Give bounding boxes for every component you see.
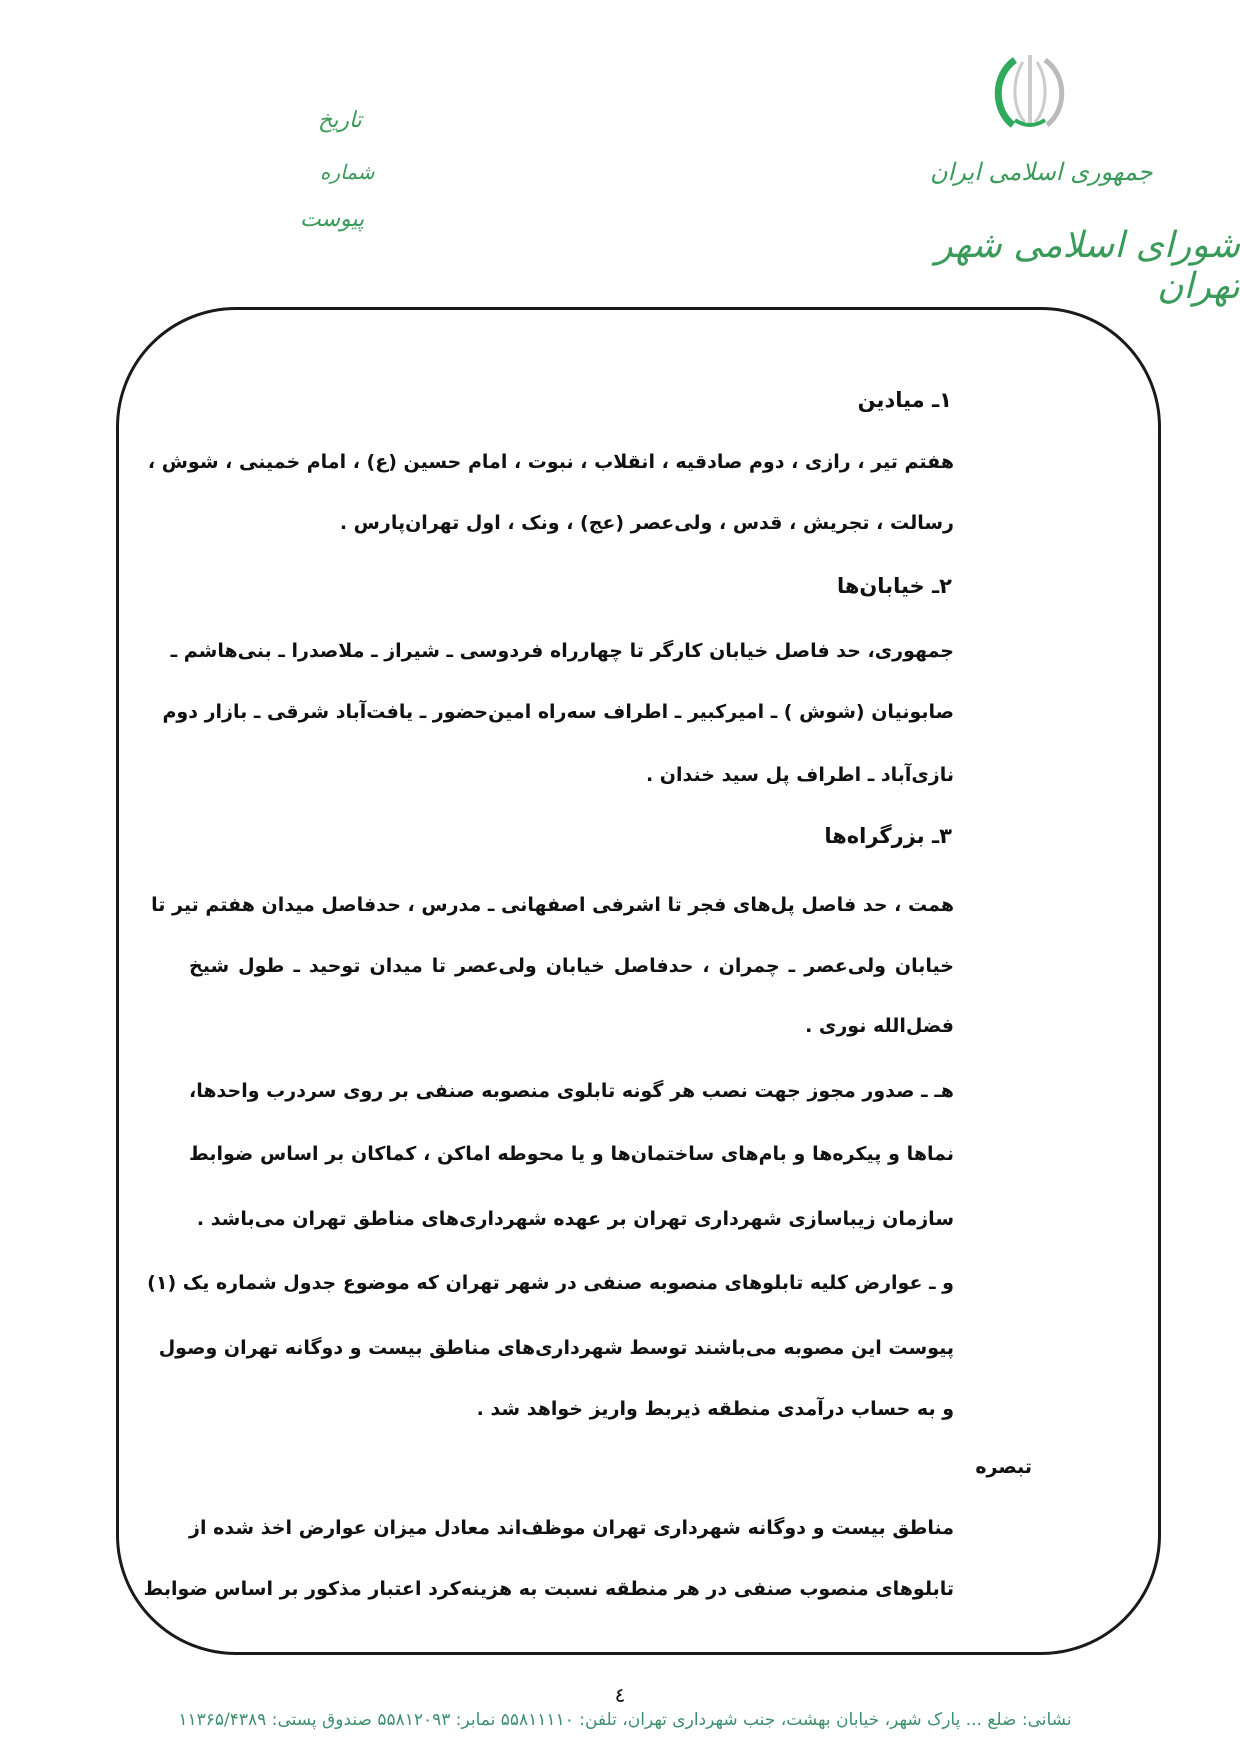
text-line: هـ ـ صدور مجوز جهت نصب هر گونه تابلوی منصوبه صنفی بر روی سردرب واحدها،	[189, 1080, 954, 1102]
text-line: صابونیان (شوش ) ـ امیرکبیر ـ اطراف سه‌راه امین‌حضور ـ یافت‌آباد شرقی ـ بازار دوم	[162, 701, 954, 723]
country-title: جمهوری اسلامی ایران	[930, 158, 1153, 186]
footer-address: نشانی: ضلع ... پارک شهر، خیابان بهشت، جنب شهرداری تهران، تلفن: ۵۵۸۱۱۱۱۰ نمابر: ۵۵۸۱۲۰۹۳ صندوق پستی: ۱۱۳۶۵/۴۳۸۹	[178, 1710, 1072, 1730]
text-line: هفتم تیر ، رازی ، دوم صادقیه ، انقلاب ، نبوت ، امام حسین (ع) ، امام خمینی ، شوش ،	[147, 451, 954, 473]
text-line: همت ، حد فاصل پل‌های فجر تا اشرفی اصفهانی ـ مدرس ، حدفاصل میدان هفتم تیر تا	[151, 894, 954, 916]
page-number: ٤	[614, 1683, 626, 1707]
attachment-label: پیوست	[300, 207, 365, 232]
text-line: و ـ عوارض کلیه تابلوهای منصوبه صنفی در شهر تهران که موضوع جدول شماره یک (۱)	[147, 1272, 954, 1294]
section-heading: ۱ـ میادین	[857, 388, 952, 412]
text-line: و به حساب درآمدی منطقه ذیربط واریز خواهد شد .	[476, 1398, 954, 1420]
text-line: سازمان زیباسازی شهرداری تهران بر عهده شهرداری‌های مناطق تهران می‌باشد .	[196, 1208, 954, 1230]
text-line: تابلوهای منصوب صنفی در هر منطقه نسبت به هزینه‌کرد اعتبار مذکور بر اساس ضوابط	[143, 1578, 954, 1600]
text-line: فضل‌الله نوری .	[805, 1015, 954, 1037]
council-title: شورای اسلامی شهر تهران	[935, 225, 1240, 307]
note-heading: تبصره	[975, 1456, 1032, 1478]
text-line: جمهوری، حد فاصل خیابان کارگر تا چهارراه فردوسی ـ شیراز ـ ملاصدرا ـ بنی‌هاشم ـ	[170, 640, 954, 662]
text-line: خیابان ولی‌عصر ـ چمران ، حدفاصل خیابان ولی‌عصر تا میدان توحید ـ طول شیخ	[189, 955, 954, 977]
section-heading: ۲ـ خیابان‌ها	[836, 574, 952, 598]
number-label: شماره	[320, 160, 375, 184]
text-line: رسالت ، تجریش ، قدس ، ولی‌عصر (عج) ، ونک ، اول تهران‌پارس .	[339, 512, 954, 534]
section-heading: ۳ـ بزرگراه‌ها	[824, 824, 952, 848]
text-line: پیوست این مصوبه می‌باشند توسط شهرداری‌های مناطق بیست و دوگانه تهران وصول	[158, 1337, 954, 1359]
text-line: مناطق بیست و دوگانه شهرداری تهران موظف‌اند معادل میزان عوارض اخذ شده از	[189, 1517, 954, 1539]
text-line: نماها و پیکره‌ها و بام‌های ساختمان‌ها و یا محوطه اماکن ، کماکان بر اساس ضوابط	[189, 1143, 954, 1165]
date-label: تاریخ	[318, 108, 362, 133]
iran-emblem-icon	[985, 50, 1075, 135]
text-line: نازی‌آباد ـ اطراف پل سید خندان .	[645, 764, 954, 786]
